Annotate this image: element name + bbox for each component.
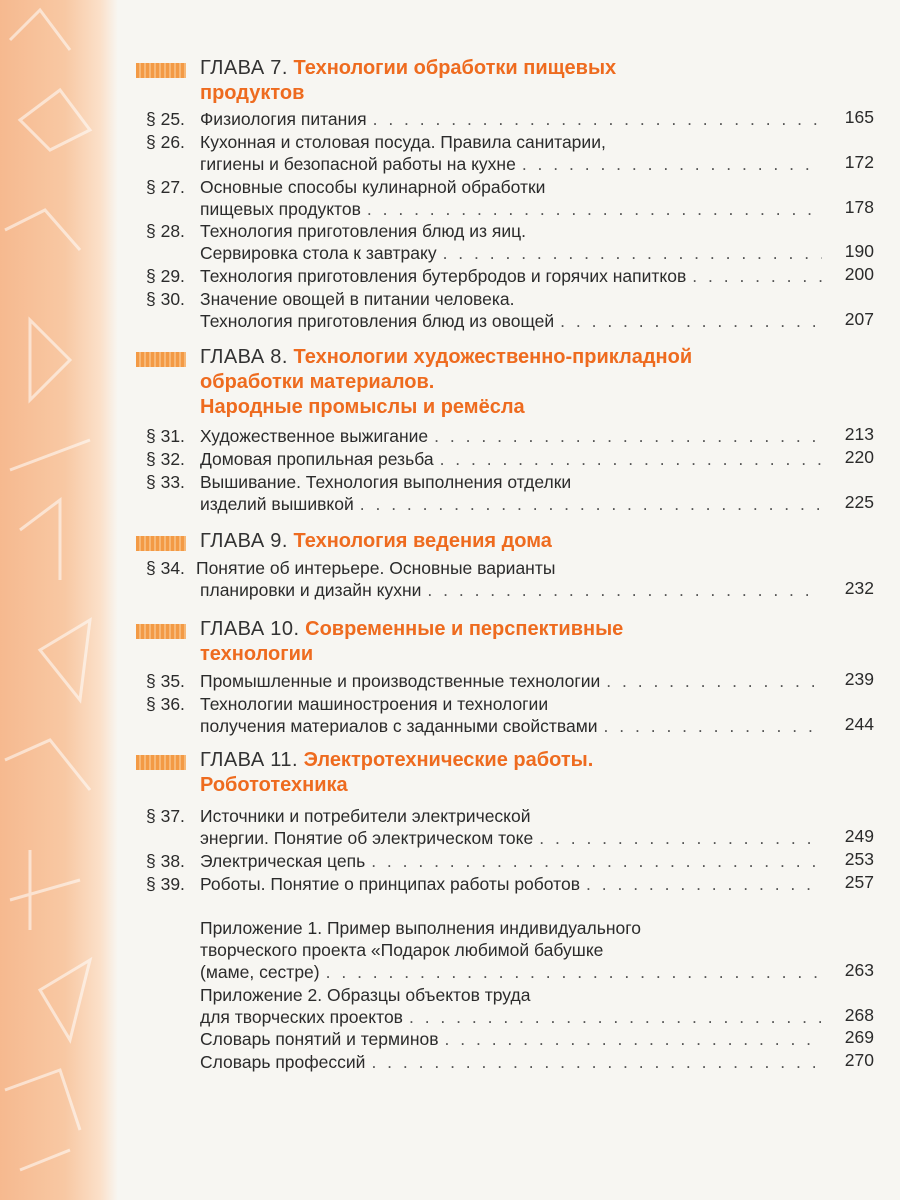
- dot-leader: [560, 310, 822, 332]
- appendix-title: Приложение 1. Пример выполнения индивидуального: [200, 918, 641, 938]
- page-number: 200: [844, 264, 874, 284]
- chapter-word: ГЛАВА: [200, 749, 265, 771]
- chapter-marker: [136, 63, 186, 78]
- toc-entry[interactable]: [200, 242, 822, 264]
- appendix-title: (маме, сестре): [200, 962, 320, 982]
- dot-leader: [371, 850, 822, 872]
- chapter-8-heading: ГЛАВА 8. Технологии художественно-прикладной: [200, 346, 693, 368]
- section-title: Художественное выжигание: [200, 426, 429, 446]
- section-title: Промышленные и производственные технологии: [200, 671, 601, 691]
- page-number: 165: [844, 107, 874, 127]
- chapter-title: Технологии художественно-прикладной: [293, 346, 693, 368]
- page-number: 207: [844, 309, 874, 329]
- dot-leader: [604, 715, 822, 737]
- page-number: 239: [844, 669, 874, 689]
- chapter-10-heading: ГЛАВА 10. Современные и перспективные: [200, 618, 624, 640]
- page-number: 244: [844, 714, 874, 734]
- section-title: пищевых продуктов: [200, 199, 361, 219]
- chapter-8-heading-cont: [200, 370, 434, 394]
- toc-entry[interactable]: [200, 873, 822, 895]
- chapter-number: 7: [270, 57, 282, 79]
- section-title: Физиология питания: [200, 109, 367, 129]
- toc-entry[interactable]: [200, 425, 822, 447]
- toc-entry[interactable]: [200, 850, 822, 872]
- page-number: 232: [844, 578, 874, 598]
- toc-entry[interactable]: [200, 1051, 822, 1073]
- toc-entry[interactable]: [200, 198, 822, 220]
- section-number: § 37.: [146, 806, 185, 826]
- toc-entry[interactable]: [200, 493, 822, 515]
- dot-leader: [440, 448, 822, 470]
- section-title: Вышивание. Технология выполнения отделки: [200, 472, 572, 492]
- section-title: Технология приготовления блюд из овощей: [200, 311, 555, 331]
- section-title: получения материалов с заданными свойствами: [200, 716, 598, 736]
- glossary-title: Словарь профессий: [200, 1052, 366, 1072]
- chapter-number: 10: [270, 618, 294, 640]
- chapter-marker: [136, 755, 186, 770]
- page-number: 178: [844, 197, 874, 217]
- dot-leader: [371, 1051, 822, 1073]
- chapter-10-heading-cont: [200, 642, 313, 666]
- chapter-word: ГЛАВА: [200, 57, 265, 79]
- section-number: § 32.: [146, 449, 185, 469]
- toc-entry[interactable]: [200, 310, 822, 332]
- section-number: § 26.: [146, 132, 185, 152]
- page-number: 249: [844, 826, 874, 846]
- toc-entry[interactable]: [200, 579, 822, 601]
- section-number: § 34.: [146, 558, 185, 578]
- section-number: § 35.: [146, 671, 185, 691]
- chapter-word: ГЛАВА: [200, 530, 265, 552]
- page-number: 190: [844, 241, 874, 261]
- section-number: § 39.: [146, 874, 185, 894]
- chapter-title: обработки материалов.: [200, 371, 435, 393]
- page-number: 270: [844, 1050, 874, 1070]
- section-number: § 27.: [146, 177, 185, 197]
- dot-leader: [445, 1028, 822, 1050]
- chapter-title: Народные промыслы и ремёсла: [200, 396, 525, 418]
- section-title: Технология приготовления бутербродов и горячих напитков: [200, 266, 687, 286]
- chapter-marker: [136, 624, 186, 639]
- section-title: Технологии машиностроения и технологии: [200, 694, 549, 714]
- toc-entry[interactable]: [200, 827, 822, 849]
- chapter-word: ГЛАВА: [200, 346, 265, 368]
- toc-entry[interactable]: [200, 153, 822, 175]
- section-title: Сервировка стола к завтраку: [200, 243, 437, 263]
- chapter-title: Робототехника: [200, 774, 348, 796]
- toc-entry[interactable]: [200, 715, 822, 737]
- section-title: гигиены и безопасной работы на кухне: [200, 154, 516, 174]
- section-title: изделий вышивкой: [200, 494, 354, 514]
- dot-leader: [586, 873, 822, 895]
- dot-leader: [692, 265, 822, 287]
- toc-entry[interactable]: [200, 108, 822, 130]
- section-number: § 31.: [146, 426, 185, 446]
- chapter-7-heading: ГЛАВА 7. Технологии обработки пищевых: [200, 57, 617, 79]
- section-title: Роботы. Понятие о принципах работы роботов: [200, 874, 581, 894]
- chapter-marker: [136, 536, 186, 551]
- toc-entry[interactable]: [200, 448, 822, 470]
- section-number: § 29.: [146, 266, 185, 286]
- dot-leader: [326, 961, 822, 983]
- chapter-title: Технологии обработки пищевых: [293, 57, 617, 79]
- section-title: энергии. Понятие об электрическом токе: [200, 828, 534, 848]
- dot-leader: [427, 579, 822, 601]
- page-number: 220: [844, 447, 874, 467]
- appendix-title: творческого проекта «Подарок любимой бабушке: [200, 940, 604, 960]
- section-number: § 38.: [146, 851, 185, 871]
- chapter-title: Технология ведения дома: [293, 530, 552, 552]
- chapter-9-heading: ГЛАВА 9. Технология ведения дома: [200, 530, 552, 552]
- chapter-title: технологии: [200, 643, 314, 665]
- page-number: 257: [844, 872, 874, 892]
- dot-leader: [443, 242, 822, 264]
- section-number: § 30.: [146, 289, 185, 309]
- chapter-11-heading: ГЛАВА 11. Электротехнические работы.: [200, 749, 594, 771]
- page-number: 172: [844, 152, 874, 172]
- page-number: 225: [844, 492, 874, 512]
- dot-leader: [373, 108, 822, 130]
- chapter-title: Электротехнические работы.: [303, 749, 594, 771]
- section-title: Основные способы кулинарной обработки: [200, 177, 546, 197]
- chapter-8-heading-cont: [200, 395, 525, 419]
- dot-leader: [434, 425, 822, 447]
- chapter-word: ГЛАВА: [200, 618, 265, 640]
- section-title: планировки и дизайн кухни: [200, 580, 422, 600]
- section-title: Значение овощей в питании человека.: [200, 289, 515, 309]
- toc-entry[interactable]: [200, 1006, 822, 1028]
- chapter-number: 8: [270, 346, 282, 368]
- dot-leader: [360, 493, 822, 515]
- appendix-title: Приложение 2. Образцы объектов труда: [200, 985, 531, 1005]
- section-number: § 33.: [146, 472, 185, 492]
- section-title: Технология приготовления блюд из яиц.: [200, 221, 527, 241]
- page-number: 253: [844, 849, 874, 869]
- section-title: Электрическая цепь: [200, 851, 366, 871]
- dot-leader: [409, 1006, 822, 1028]
- page-number: 269: [844, 1027, 874, 1047]
- chapter-title: Современные и перспективные: [305, 618, 624, 640]
- appendix-title: для творческих проектов: [200, 1007, 403, 1027]
- page-number: 213: [844, 424, 874, 444]
- dot-leader: [539, 827, 822, 849]
- section-title: Понятие об интерьере. Основные варианты: [196, 558, 556, 578]
- toc-entry[interactable]: [200, 1028, 822, 1050]
- chapter-title: продуктов: [200, 82, 305, 104]
- page-number: 268: [844, 1005, 874, 1025]
- glossary-title: Словарь понятий и терминов: [200, 1029, 439, 1049]
- section-title: Кухонная и столовая посуда. Правила санитарии,: [200, 132, 606, 152]
- toc-entry[interactable]: [200, 265, 822, 287]
- section-number: § 28.: [146, 221, 185, 241]
- chapter-11-heading-cont: [200, 773, 348, 797]
- chapter-7-heading-cont: [200, 81, 304, 105]
- dot-leader: [606, 670, 822, 692]
- section-number: § 36.: [146, 694, 185, 714]
- toc-entry[interactable]: [200, 961, 822, 983]
- section-title: Домовая пропильная резьба: [200, 449, 434, 469]
- page-number: 263: [844, 960, 874, 980]
- chapter-number: 11: [270, 749, 293, 771]
- dot-leader: [522, 153, 822, 175]
- section-title: Источники и потребители электрической: [200, 806, 531, 826]
- dot-leader: [367, 198, 822, 220]
- section-number: § 25.: [146, 109, 185, 129]
- toc-entry[interactable]: [200, 670, 822, 692]
- chapter-number: 9: [270, 530, 282, 552]
- chapter-marker: [136, 352, 186, 367]
